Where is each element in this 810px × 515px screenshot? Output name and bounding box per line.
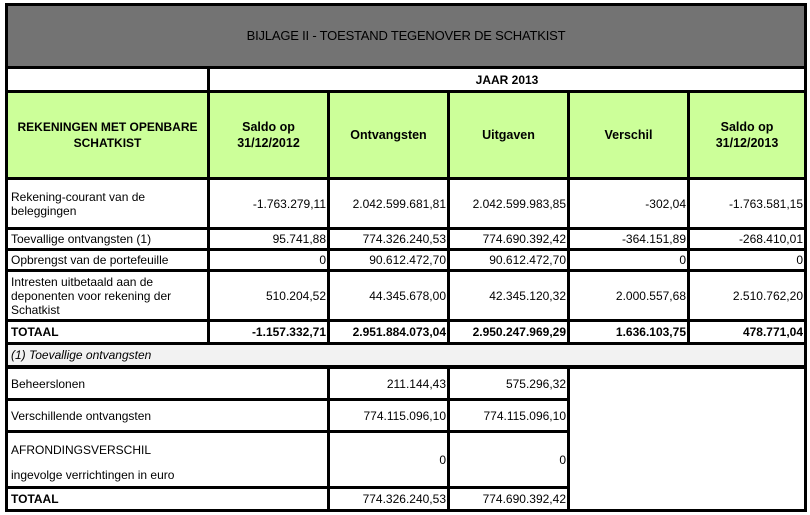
column-header-saldo-2012 [207,90,330,180]
column-header-saldo-2012-text: Saldo op 31/12/2012 [237,120,300,150]
afronding-line1: AFRONDINGSVERSCHIL [11,443,152,457]
total-saldo-2013: 478.771,04 [687,319,807,345]
cell-saldo-2012: 510.204,52 [207,269,330,322]
cell-uitgaven: 90.612.472,70 [447,248,570,272]
column-header-ontvangsten-text: Ontvangsten [350,128,427,142]
total-uitgaven: 2.950.247.969,29 [447,319,570,345]
footnote-row-label-afronding [5,430,330,489]
cell-verschil: -364.151,89 [567,227,690,251]
table-row-label: Toevallige ontvangsten (1) [5,227,210,251]
total-saldo-2012: -1.157.332,71 [207,319,330,345]
column-header-account-text: REKENINGEN MET OPENBARE SCHATKIST [17,120,198,150]
footnote-total-ontvangsten: 774.326.240,53 [327,486,450,512]
footnote-row-label: Beheerslonen [5,366,330,401]
cell-ontvangsten: 774.326.240,53 [327,227,450,251]
footnote-cell-uitgaven: 0 [447,430,570,489]
table-row-label: Intresten uitbetaald aan de deponenten voor rekening der Schatkist [5,269,210,322]
footnote-cell-uitgaven: 774.115.096,10 [447,398,570,433]
footnote-total-label: TOTAAL [5,486,330,512]
cell-uitgaven: 2.042.599.983,85 [447,177,570,230]
table-row-label: Rekening-courant van de beleggingen [5,177,210,230]
cell-ontvangsten: 44.345.678,00 [327,269,450,322]
footnote-cell-ontvangsten: 774.115.096,10 [327,398,450,433]
table-row-label: Opbrengst van de portefeuille [5,248,210,272]
cell-saldo-2012: 95.741,88 [207,227,330,251]
table-title [5,3,807,69]
cell-verschil: 2.000.557,68 [567,269,690,322]
cell-saldo-2013: -1.763.581,15 [687,177,807,230]
column-header-saldo-2013-text: Saldo op 31/12/2013 [715,120,779,150]
cell-saldo-2012: -1.763.279,11 [207,177,330,230]
total-verschil: 1.636.103,75 [567,319,690,345]
cell-saldo-2013: -268.410,01 [687,227,807,251]
footnote-empty-block [567,366,807,512]
year-header [207,66,807,93]
cell-verschil: 0 [567,248,690,272]
footnote-cell-uitgaven: 575.296,32 [447,366,570,401]
year-header-text: JAAR 2013 [475,72,539,87]
column-header-ontvangsten [327,90,450,180]
column-header-uitgaven [447,90,570,180]
cell-ontvangsten: 2.042.599.681,81 [327,177,450,230]
cell-verschil: -302,04 [567,177,690,230]
footnote-row-label: Verschillende ontvangsten [5,398,330,433]
footnote-cell-ontvangsten: 0 [327,430,450,489]
cell-saldo-2013: 2.510.762,20 [687,269,807,322]
footnote-cell-ontvangsten: 211.144,43 [327,366,450,401]
cell-saldo-2013: 0 [687,248,807,272]
cell-uitgaven: 774.690.392,42 [447,227,570,251]
cell-saldo-2012: 0 [207,248,330,272]
cell-uitgaven: 42.345.120,32 [447,269,570,322]
column-header-verschil-text: Verschil [604,128,653,142]
column-header-uitgaven-text: Uitgaven [482,128,535,142]
footnote-title: (1) Toevallige ontvangsten [5,342,807,368]
total-row-label: TOTAAL [5,319,210,345]
column-header-verschil [567,90,690,180]
column-header-saldo-2013 [687,90,807,180]
total-ontvangsten: 2.951.884.073,04 [327,319,450,345]
footnote-total-uitgaven: 774.690.392,42 [447,486,570,512]
title-text: BIJLAGE II - TOESTAND TEGENOVER DE SCHATKIST [246,28,566,43]
column-header-account [5,90,210,180]
afronding-line2: ingevolge verrichtingen in euro [11,468,175,482]
cell-ontvangsten: 90.612.472,70 [327,248,450,272]
year-row-blank [5,66,210,93]
